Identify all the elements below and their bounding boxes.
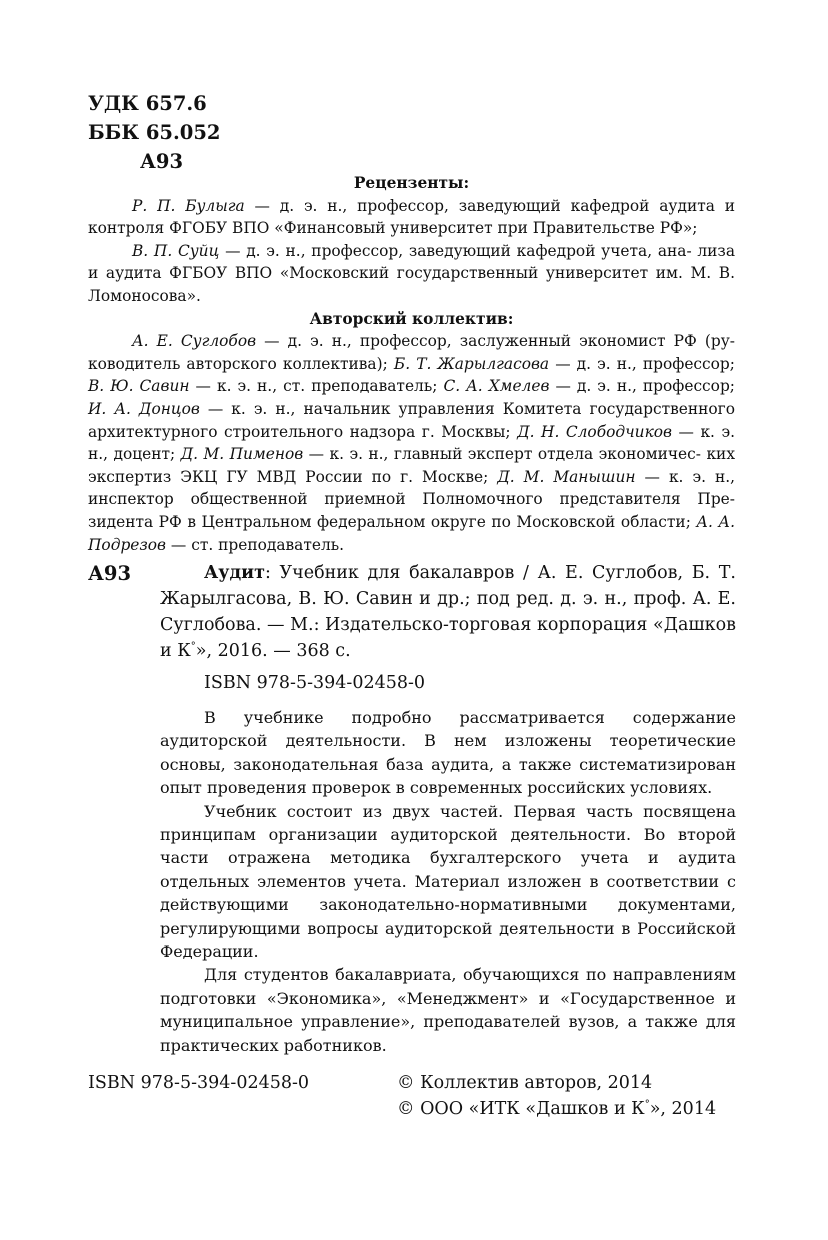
author-8-text-b: инспектор общественной приемной Полномочного представителя Пре- bbox=[88, 490, 735, 509]
author-4-text: — д. э. н., профессор; bbox=[549, 377, 735, 396]
biblio-code: А93 bbox=[88, 562, 132, 585]
author-2-name: Б. Т. Жарылгасова bbox=[393, 354, 550, 373]
isbn-main: ISBN 978-5-394-02458-0 bbox=[204, 673, 426, 693]
author-9-text: — ст. преподаватель. bbox=[166, 535, 345, 554]
author-7-name: Д. М. Пименов bbox=[180, 445, 304, 464]
author-8-text: — к. э. н., bbox=[635, 467, 735, 486]
biblio-line-3: А. Е. Суглобова. — М.: Издательско-торговая корпорация bbox=[160, 589, 736, 635]
author-sign: А93 bbox=[140, 150, 184, 173]
reviewer-2-text-a: — д. э. н., профессор, заведующий кафедрой учета, ана- bbox=[219, 241, 692, 260]
author-1-text-b: ководитель авторского коллектива); bbox=[88, 354, 394, 373]
author-5-name: И. А. Донцов bbox=[88, 399, 200, 418]
abstract-paragraph-3: Для студентов бакалавриата, обучающихся по направлениям подготовки «Экономика», «Менеджмент» и «Государственное и муниципальное управление», преподавателей вузов, а также для практических работников. bbox=[160, 965, 736, 1055]
reviewer-2-name: В. П. Суйц bbox=[132, 241, 220, 260]
bibliographic-record bbox=[160, 560, 736, 664]
copyright-publisher-a: © ООО «ИТК «Дашков и К bbox=[397, 1099, 645, 1119]
authors-list bbox=[88, 330, 735, 556]
authors-heading: Авторский коллектив: bbox=[309, 309, 514, 328]
reviewer-1-text-a: — д. э. н., профессор, заведующий кафедрой аудита bbox=[244, 196, 715, 215]
copyright-degree-mark: ° bbox=[644, 1099, 650, 1111]
author-7-text-b: ких экспертиз ЭКЦ ГУ МВД России по г. Москве; bbox=[88, 445, 735, 486]
reviewer-1-text-b: и контроля ФГОБУ ВПО «Финансовый университет при Правительстве РФ»; bbox=[88, 196, 736, 238]
footer-isbn: ISBN 978-5-394-02458-0 bbox=[88, 1073, 310, 1093]
biblio-line-4a: «Дашков и К bbox=[160, 615, 736, 661]
reviewer-2 bbox=[88, 240, 735, 308]
author-8-text-c: зидента РФ в Центральном федеральном округе по Московской области; bbox=[88, 512, 691, 531]
biblio-line-2: Б. Т. Жарылгасова, В. Ю. Савин и др.; под ред. д. э. н., проф. bbox=[160, 563, 736, 609]
credits-block bbox=[88, 172, 735, 556]
reviewer-2-text-c: им. М. В. Ломоносова». bbox=[88, 264, 735, 305]
biblio-line-4b: », 2016. — 368 с. bbox=[195, 641, 351, 661]
book-title: Аудит bbox=[204, 563, 265, 583]
author-2-text: — д. э. н., профессор; bbox=[549, 354, 735, 373]
reviewer-2-text-b: лиза и аудита ФГБОУ ВПО «Московский государственный университет bbox=[88, 241, 735, 283]
author-1-name: А. Е. Суглобов bbox=[132, 332, 257, 351]
author-6-text: — bbox=[672, 422, 694, 441]
bbk-code: ББК 65.052 bbox=[88, 121, 221, 144]
author-9-name: А. А. Подрезов bbox=[88, 512, 735, 554]
author-6-text-b: к. э. н., доцент; bbox=[88, 422, 735, 464]
author-5-text-b: архитектурного строительного надзора г. Москвы; bbox=[88, 422, 518, 441]
author-6-name: Д. Н. Слободчиков bbox=[517, 422, 673, 441]
author-1-text: — д. э. н., профессор, заслуженный экономист РФ (ру- bbox=[256, 332, 735, 351]
author-7-text: — к. э. н., главный эксперт отдела экономичес- bbox=[303, 445, 701, 464]
author-3-text: — к. э. н., ст. преподаватель; bbox=[189, 377, 444, 396]
udk-code: УДК 657.6 bbox=[88, 92, 207, 115]
reviewer-1-name: Р. П. Булыга bbox=[132, 196, 245, 215]
copyright-publisher-b: », 2014 bbox=[649, 1099, 717, 1119]
abstract bbox=[160, 706, 736, 1057]
copyright-publisher bbox=[397, 1096, 716, 1122]
abstract-paragraph-1: В учебнике подробно рассматривается содержание аудиторской деятельности. В нем изложены теоретические основы, законодательная база аудита, а также систематизирован опыт проведения проверок в современных российских условиях. bbox=[160, 708, 736, 798]
biblio-line-1: : Учебник для бакалавров / А. Е. Суглобов, bbox=[264, 563, 684, 583]
reviewer-1 bbox=[88, 195, 735, 240]
author-4-name: С. А. Хмелев bbox=[443, 377, 550, 396]
copyright-block bbox=[397, 1070, 716, 1122]
author-5-text: — к. э. н., начальник управления Комитета государственного bbox=[199, 399, 735, 418]
reviewers-heading: Рецензенты: bbox=[353, 174, 470, 192]
copyright-authors: © Коллектив авторов, 2014 bbox=[397, 1073, 653, 1093]
degree-mark: ° bbox=[190, 641, 196, 653]
author-3-name: В. Ю. Савин bbox=[88, 377, 190, 396]
abstract-paragraph-2: Учебник состоит из двух частей. Первая часть посвящена принципам организации аудиторской деятельности. Во второй части отражена методика бухгалтерского учета и аудита отдельных элементов учета. Материал изложен в соответствии с действующими законодательно-нормативными документами, регулирующими вопросы аудиторской деятельности в Российской Федерации. bbox=[160, 801, 736, 962]
biblio-description bbox=[160, 560, 736, 664]
author-8-name: Д. М. Манышин bbox=[497, 467, 636, 486]
